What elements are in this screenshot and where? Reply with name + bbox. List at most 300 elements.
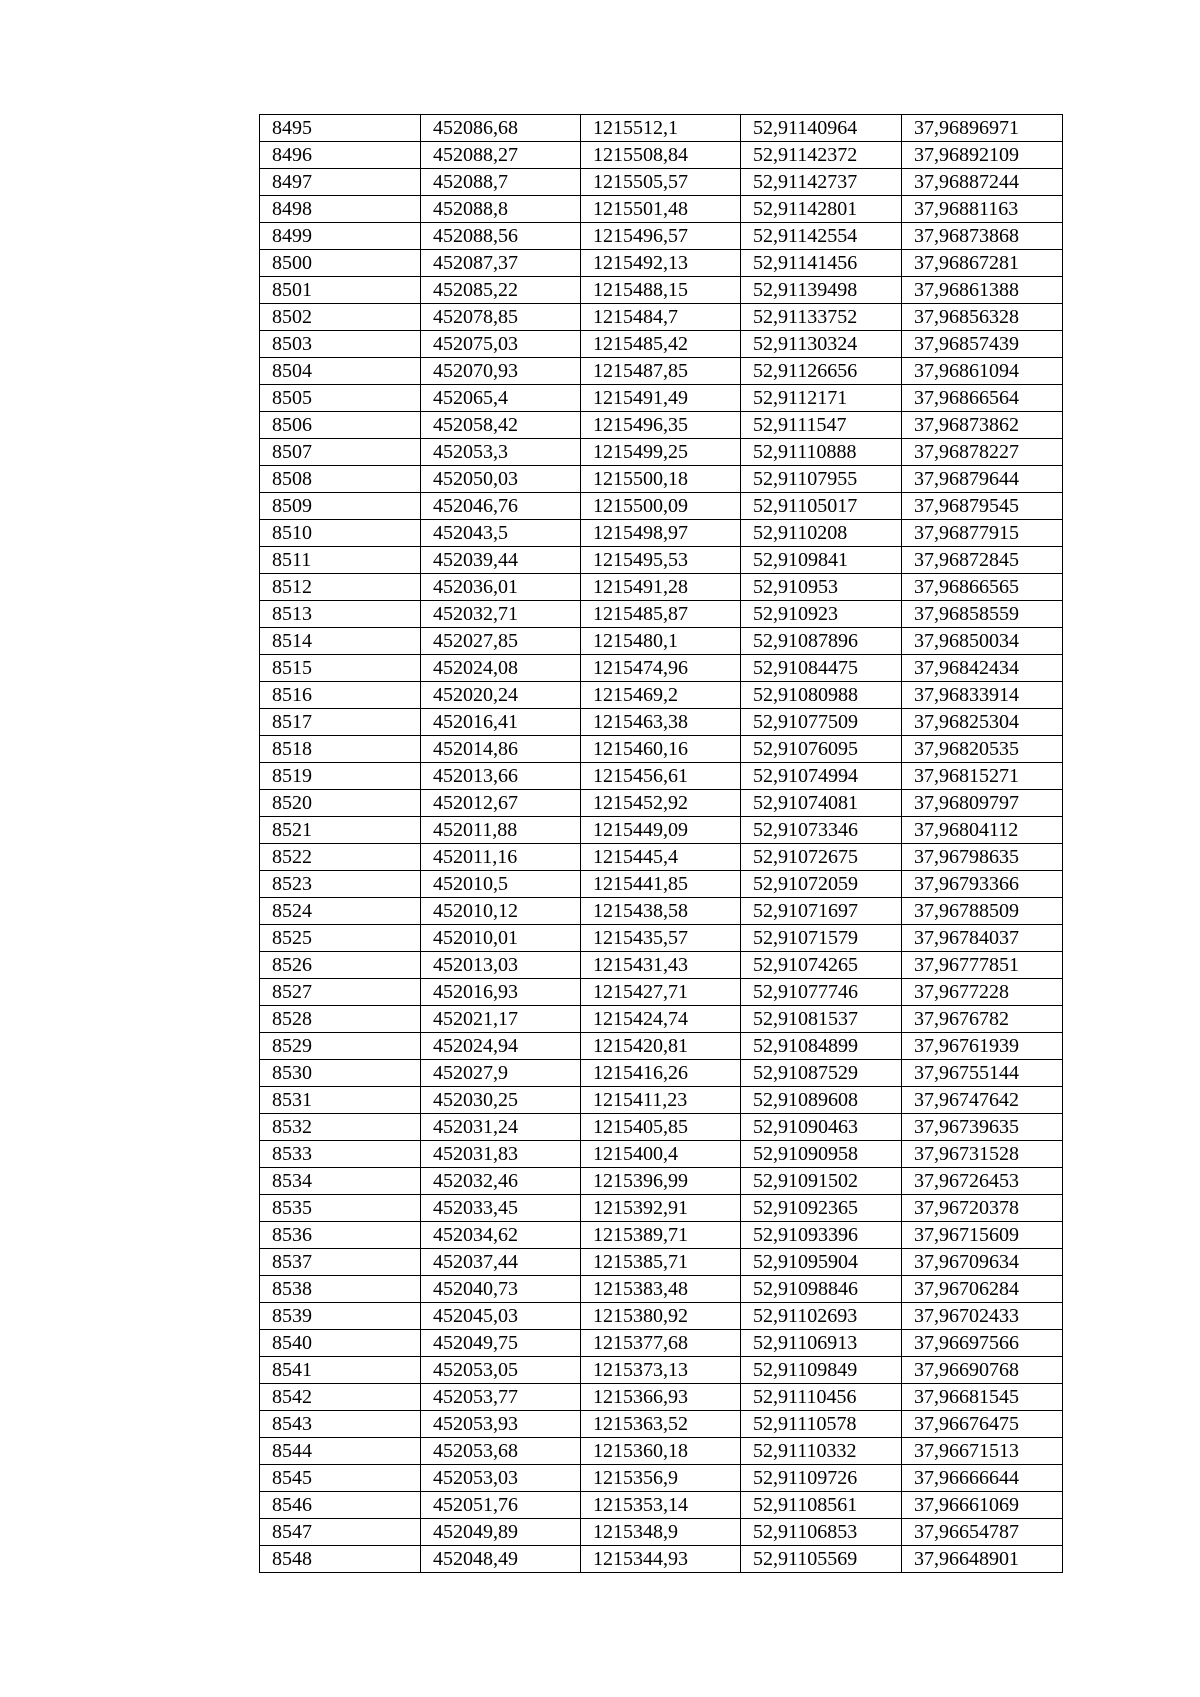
x-coordinate-cell: 452088,27 [421,142,581,169]
point-number-cell: 8514 [260,628,421,655]
longitude-cell: 37,96833914 [902,682,1063,709]
table-row [260,1006,1063,1033]
table-row [260,1114,1063,1141]
latitude-cell: 52,9109841 [741,547,902,574]
point-number-cell: 8499 [260,223,421,250]
latitude-cell: 52,91087529 [741,1060,902,1087]
longitude-cell: 37,96715609 [902,1222,1063,1249]
point-number-cell: 8520 [260,790,421,817]
x-coordinate-cell: 452033,45 [421,1195,581,1222]
y-coordinate-cell: 1215441,85 [581,871,741,898]
latitude-cell: 52,91106913 [741,1330,902,1357]
x-coordinate-cell: 452014,86 [421,736,581,763]
y-coordinate-cell: 1215344,93 [581,1546,741,1573]
latitude-cell: 52,91140964 [741,115,902,142]
y-coordinate-cell: 1215392,91 [581,1195,741,1222]
x-coordinate-cell: 452053,77 [421,1384,581,1411]
x-coordinate-cell: 452070,93 [421,358,581,385]
x-coordinate-cell: 452010,12 [421,898,581,925]
latitude-cell: 52,91090463 [741,1114,902,1141]
table-row [260,1465,1063,1492]
x-coordinate-cell: 452013,03 [421,952,581,979]
y-coordinate-cell: 1215427,71 [581,979,741,1006]
longitude-cell: 37,96858559 [902,601,1063,628]
table-row [260,412,1063,439]
table-row [260,466,1063,493]
table-row [260,1087,1063,1114]
x-coordinate-cell: 452011,16 [421,844,581,871]
x-coordinate-cell: 452075,03 [421,331,581,358]
y-coordinate-cell: 1215498,97 [581,520,741,547]
longitude-cell: 37,96842434 [902,655,1063,682]
latitude-cell: 52,91110578 [741,1411,902,1438]
x-coordinate-cell: 452031,83 [421,1141,581,1168]
longitude-cell: 37,96873868 [902,223,1063,250]
point-number-cell: 8540 [260,1330,421,1357]
longitude-cell: 37,96877915 [902,520,1063,547]
longitude-cell: 37,96861388 [902,277,1063,304]
longitude-cell: 37,96815271 [902,763,1063,790]
x-coordinate-cell: 452031,24 [421,1114,581,1141]
longitude-cell: 37,96702433 [902,1303,1063,1330]
point-number-cell: 8527 [260,979,421,1006]
longitude-cell: 37,96726453 [902,1168,1063,1195]
latitude-cell: 52,91142372 [741,142,902,169]
latitude-cell: 52,91133752 [741,304,902,331]
latitude-cell: 52,91095904 [741,1249,902,1276]
point-number-cell: 8535 [260,1195,421,1222]
point-number-cell: 8544 [260,1438,421,1465]
x-coordinate-cell: 452039,44 [421,547,581,574]
table-row [260,1222,1063,1249]
point-number-cell: 8547 [260,1519,421,1546]
latitude-cell: 52,91090958 [741,1141,902,1168]
y-coordinate-cell: 1215460,16 [581,736,741,763]
x-coordinate-cell: 452087,37 [421,250,581,277]
latitude-cell: 52,91142554 [741,223,902,250]
x-coordinate-cell: 452030,25 [421,1087,581,1114]
table-row [260,115,1063,142]
longitude-cell: 37,96866564 [902,385,1063,412]
longitude-cell: 37,96850034 [902,628,1063,655]
point-number-cell: 8504 [260,358,421,385]
y-coordinate-cell: 1215487,85 [581,358,741,385]
x-coordinate-cell: 452058,42 [421,412,581,439]
point-number-cell: 8518 [260,736,421,763]
table-row [260,1060,1063,1087]
longitude-cell: 37,96881163 [902,196,1063,223]
longitude-cell: 37,9677228 [902,979,1063,1006]
longitude-cell: 37,96777851 [902,952,1063,979]
point-number-cell: 8507 [260,439,421,466]
point-number-cell: 8543 [260,1411,421,1438]
point-number-cell: 8538 [260,1276,421,1303]
table-row [260,871,1063,898]
longitude-cell: 37,96739635 [902,1114,1063,1141]
table-row [260,736,1063,763]
y-coordinate-cell: 1215505,57 [581,169,741,196]
latitude-cell: 52,91105569 [741,1546,902,1573]
latitude-cell: 52,91130324 [741,331,902,358]
latitude-cell: 52,91071697 [741,898,902,925]
y-coordinate-cell: 1215363,52 [581,1411,741,1438]
table-row [260,223,1063,250]
coordinates-table-body [260,115,1063,1573]
table-row [260,925,1063,952]
x-coordinate-cell: 452088,8 [421,196,581,223]
point-number-cell: 8497 [260,169,421,196]
latitude-cell: 52,91074265 [741,952,902,979]
longitude-cell: 37,96661069 [902,1492,1063,1519]
table-row [260,979,1063,1006]
y-coordinate-cell: 1215495,53 [581,547,741,574]
longitude-cell: 37,96681545 [902,1384,1063,1411]
longitude-cell: 37,96731528 [902,1141,1063,1168]
latitude-cell: 52,91077509 [741,709,902,736]
latitude-cell: 52,91081537 [741,1006,902,1033]
point-number-cell: 8542 [260,1384,421,1411]
table-row [260,790,1063,817]
y-coordinate-cell: 1215373,13 [581,1357,741,1384]
latitude-cell: 52,91102693 [741,1303,902,1330]
x-coordinate-cell: 452024,94 [421,1033,581,1060]
point-number-cell: 8548 [260,1546,421,1573]
longitude-cell: 37,96755144 [902,1060,1063,1087]
point-number-cell: 8496 [260,142,421,169]
y-coordinate-cell: 1215360,18 [581,1438,741,1465]
y-coordinate-cell: 1215348,9 [581,1519,741,1546]
table-row [260,1357,1063,1384]
longitude-cell: 37,96784037 [902,925,1063,952]
x-coordinate-cell: 452050,03 [421,466,581,493]
x-coordinate-cell: 452013,66 [421,763,581,790]
x-coordinate-cell: 452046,76 [421,493,581,520]
y-coordinate-cell: 1215411,23 [581,1087,741,1114]
x-coordinate-cell: 452032,71 [421,601,581,628]
y-coordinate-cell: 1215431,43 [581,952,741,979]
longitude-cell: 37,96697566 [902,1330,1063,1357]
table-row [260,574,1063,601]
latitude-cell: 52,91076095 [741,736,902,763]
latitude-cell: 52,91093396 [741,1222,902,1249]
x-coordinate-cell: 452043,5 [421,520,581,547]
y-coordinate-cell: 1215501,48 [581,196,741,223]
longitude-cell: 37,96648901 [902,1546,1063,1573]
latitude-cell: 52,91109849 [741,1357,902,1384]
y-coordinate-cell: 1215474,96 [581,655,741,682]
table-row [260,952,1063,979]
latitude-cell: 52,91071579 [741,925,902,952]
y-coordinate-cell: 1215353,14 [581,1492,741,1519]
y-coordinate-cell: 1215508,84 [581,142,741,169]
longitude-cell: 37,96666644 [902,1465,1063,1492]
table-row [260,1384,1063,1411]
y-coordinate-cell: 1215416,26 [581,1060,741,1087]
table-row [260,439,1063,466]
y-coordinate-cell: 1215389,71 [581,1222,741,1249]
longitude-cell: 37,96720378 [902,1195,1063,1222]
x-coordinate-cell: 452051,76 [421,1492,581,1519]
y-coordinate-cell: 1215492,13 [581,250,741,277]
point-number-cell: 8541 [260,1357,421,1384]
x-coordinate-cell: 452053,03 [421,1465,581,1492]
table-row [260,844,1063,871]
table-row [260,547,1063,574]
point-number-cell: 8511 [260,547,421,574]
x-coordinate-cell: 452086,68 [421,115,581,142]
latitude-cell: 52,91142737 [741,169,902,196]
point-number-cell: 8508 [260,466,421,493]
point-number-cell: 8533 [260,1141,421,1168]
y-coordinate-cell: 1215356,9 [581,1465,741,1492]
table-row [260,763,1063,790]
table-row [260,1033,1063,1060]
table-row [260,1546,1063,1573]
point-number-cell: 8513 [260,601,421,628]
latitude-cell: 52,91080988 [741,682,902,709]
y-coordinate-cell: 1215485,42 [581,331,741,358]
table-row [260,1411,1063,1438]
longitude-cell: 37,96820535 [902,736,1063,763]
point-number-cell: 8498 [260,196,421,223]
latitude-cell: 52,91084899 [741,1033,902,1060]
longitude-cell: 37,96825304 [902,709,1063,736]
longitude-cell: 37,96788509 [902,898,1063,925]
longitude-cell: 37,96761939 [902,1033,1063,1060]
y-coordinate-cell: 1215400,4 [581,1141,741,1168]
table-row [260,1141,1063,1168]
x-coordinate-cell: 452037,44 [421,1249,581,1276]
latitude-cell: 52,91087896 [741,628,902,655]
table-row [260,1276,1063,1303]
point-number-cell: 8536 [260,1222,421,1249]
y-coordinate-cell: 1215435,57 [581,925,741,952]
point-number-cell: 8506 [260,412,421,439]
longitude-cell: 37,96690768 [902,1357,1063,1384]
longitude-cell: 37,96872845 [902,547,1063,574]
latitude-cell: 52,9110208 [741,520,902,547]
table-row [260,1492,1063,1519]
y-coordinate-cell: 1215485,87 [581,601,741,628]
latitude-cell: 52,91077746 [741,979,902,1006]
longitude-cell: 37,96676475 [902,1411,1063,1438]
longitude-cell: 37,9676782 [902,1006,1063,1033]
longitude-cell: 37,96857439 [902,331,1063,358]
y-coordinate-cell: 1215383,48 [581,1276,741,1303]
longitude-cell: 37,96866565 [902,574,1063,601]
latitude-cell: 52,91106853 [741,1519,902,1546]
y-coordinate-cell: 1215380,92 [581,1303,741,1330]
latitude-cell: 52,91139498 [741,277,902,304]
latitude-cell: 52,9112171 [741,385,902,412]
latitude-cell: 52,91073346 [741,817,902,844]
longitude-cell: 37,96804112 [902,817,1063,844]
y-coordinate-cell: 1215377,68 [581,1330,741,1357]
latitude-cell: 52,91110888 [741,439,902,466]
table-row [260,1249,1063,1276]
x-coordinate-cell: 452049,75 [421,1330,581,1357]
table-row [260,1438,1063,1465]
point-number-cell: 8537 [260,1249,421,1276]
longitude-cell: 37,96879545 [902,493,1063,520]
table-row [260,1303,1063,1330]
longitude-cell: 37,96878227 [902,439,1063,466]
longitude-cell: 37,96809797 [902,790,1063,817]
longitude-cell: 37,96654787 [902,1519,1063,1546]
y-coordinate-cell: 1215438,58 [581,898,741,925]
table-row [260,1168,1063,1195]
table-row [260,1330,1063,1357]
x-coordinate-cell: 452024,08 [421,655,581,682]
point-number-cell: 8532 [260,1114,421,1141]
table-row [260,1519,1063,1546]
table-row [260,385,1063,412]
longitude-cell: 37,96892109 [902,142,1063,169]
longitude-cell: 37,96747642 [902,1087,1063,1114]
x-coordinate-cell: 452010,5 [421,871,581,898]
point-number-cell: 8522 [260,844,421,871]
table-row [260,196,1063,223]
y-coordinate-cell: 1215449,09 [581,817,741,844]
point-number-cell: 8516 [260,682,421,709]
y-coordinate-cell: 1215424,74 [581,1006,741,1033]
y-coordinate-cell: 1215396,99 [581,1168,741,1195]
x-coordinate-cell: 452053,3 [421,439,581,466]
latitude-cell: 52,91110332 [741,1438,902,1465]
point-number-cell: 8505 [260,385,421,412]
y-coordinate-cell: 1215385,71 [581,1249,741,1276]
point-number-cell: 8523 [260,871,421,898]
point-number-cell: 8545 [260,1465,421,1492]
longitude-cell: 37,96798635 [902,844,1063,871]
latitude-cell: 52,91091502 [741,1168,902,1195]
y-coordinate-cell: 1215452,92 [581,790,741,817]
table-row [260,817,1063,844]
table-row [260,250,1063,277]
x-coordinate-cell: 452045,03 [421,1303,581,1330]
point-number-cell: 8524 [260,898,421,925]
x-coordinate-cell: 452049,89 [421,1519,581,1546]
point-number-cell: 8534 [260,1168,421,1195]
longitude-cell: 37,96879644 [902,466,1063,493]
y-coordinate-cell: 1215469,2 [581,682,741,709]
point-number-cell: 8546 [260,1492,421,1519]
y-coordinate-cell: 1215499,25 [581,439,741,466]
table-row [260,520,1063,547]
table-row [260,1195,1063,1222]
y-coordinate-cell: 1215480,1 [581,628,741,655]
point-number-cell: 8500 [260,250,421,277]
longitude-cell: 37,96861094 [902,358,1063,385]
longitude-cell: 37,96856328 [902,304,1063,331]
point-number-cell: 8528 [260,1006,421,1033]
longitude-cell: 37,96671513 [902,1438,1063,1465]
x-coordinate-cell: 452088,7 [421,169,581,196]
point-number-cell: 8501 [260,277,421,304]
latitude-cell: 52,91072059 [741,871,902,898]
latitude-cell: 52,91098846 [741,1276,902,1303]
point-number-cell: 8539 [260,1303,421,1330]
latitude-cell: 52,91074081 [741,790,902,817]
longitude-cell: 37,96867281 [902,250,1063,277]
latitude-cell: 52,91092365 [741,1195,902,1222]
y-coordinate-cell: 1215488,15 [581,277,741,304]
latitude-cell: 52,91074994 [741,763,902,790]
longitude-cell: 37,96706284 [902,1276,1063,1303]
latitude-cell: 52,91108561 [741,1492,902,1519]
table-row [260,655,1063,682]
y-coordinate-cell: 1215500,09 [581,493,741,520]
latitude-cell: 52,9111547 [741,412,902,439]
point-number-cell: 8512 [260,574,421,601]
point-number-cell: 8510 [260,520,421,547]
x-coordinate-cell: 452088,56 [421,223,581,250]
table-row [260,709,1063,736]
longitude-cell: 37,96896971 [902,115,1063,142]
table-row [260,169,1063,196]
latitude-cell: 52,910953 [741,574,902,601]
latitude-cell: 52,91109726 [741,1465,902,1492]
y-coordinate-cell: 1215496,35 [581,412,741,439]
latitude-cell: 52,91089608 [741,1087,902,1114]
latitude-cell: 52,91072675 [741,844,902,871]
y-coordinate-cell: 1215500,18 [581,466,741,493]
latitude-cell: 52,91107955 [741,466,902,493]
table-row [260,142,1063,169]
point-number-cell: 8502 [260,304,421,331]
y-coordinate-cell: 1215463,38 [581,709,741,736]
y-coordinate-cell: 1215496,57 [581,223,741,250]
latitude-cell: 52,91141456 [741,250,902,277]
x-coordinate-cell: 452011,88 [421,817,581,844]
x-coordinate-cell: 452078,85 [421,304,581,331]
point-number-cell: 8531 [260,1087,421,1114]
x-coordinate-cell: 452053,93 [421,1411,581,1438]
latitude-cell: 52,91084475 [741,655,902,682]
y-coordinate-cell: 1215405,85 [581,1114,741,1141]
longitude-cell: 37,96887244 [902,169,1063,196]
y-coordinate-cell: 1215491,28 [581,574,741,601]
longitude-cell: 37,96709634 [902,1249,1063,1276]
x-coordinate-cell: 452034,62 [421,1222,581,1249]
x-coordinate-cell: 452020,24 [421,682,581,709]
x-coordinate-cell: 452027,85 [421,628,581,655]
point-number-cell: 8503 [260,331,421,358]
table-row [260,358,1063,385]
x-coordinate-cell: 452032,46 [421,1168,581,1195]
latitude-cell: 52,91142801 [741,196,902,223]
longitude-cell: 37,96873862 [902,412,1063,439]
latitude-cell: 52,91105017 [741,493,902,520]
point-number-cell: 8495 [260,115,421,142]
table-row [260,682,1063,709]
x-coordinate-cell: 452027,9 [421,1060,581,1087]
point-number-cell: 8526 [260,952,421,979]
point-number-cell: 8509 [260,493,421,520]
y-coordinate-cell: 1215484,7 [581,304,741,331]
point-number-cell: 8519 [260,763,421,790]
point-number-cell: 8530 [260,1060,421,1087]
table-row [260,304,1063,331]
x-coordinate-cell: 452040,73 [421,1276,581,1303]
coordinates-table [259,114,1063,1573]
point-number-cell: 8529 [260,1033,421,1060]
y-coordinate-cell: 1215512,1 [581,115,741,142]
x-coordinate-cell: 452065,4 [421,385,581,412]
point-number-cell: 8515 [260,655,421,682]
y-coordinate-cell: 1215420,81 [581,1033,741,1060]
y-coordinate-cell: 1215491,49 [581,385,741,412]
